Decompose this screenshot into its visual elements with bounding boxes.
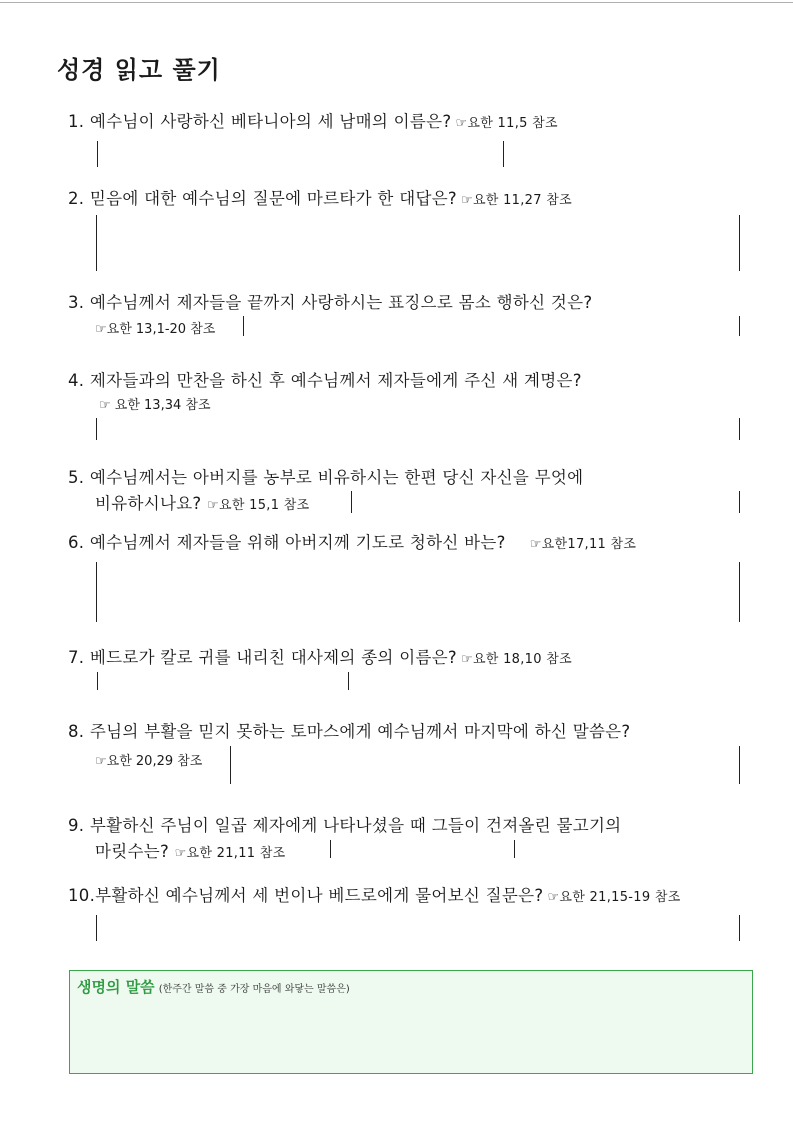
answer-field-8[interactable] — [230, 746, 740, 784]
question-6 — [68, 529, 636, 553]
reference: ☞요한 18,10 참조 — [461, 652, 572, 667]
question-text: 10.부활하신 예수님께서 세 번이나 베드로에게 물어보신 질문은? — [68, 886, 544, 905]
question-3 — [68, 289, 592, 313]
answer-field-2[interactable] — [96, 215, 740, 271]
answer-field-3[interactable] — [243, 316, 740, 336]
question-text: 4. 제자들과의 만찬을 하신 후 예수님께서 제자들에게 주신 새 계명은? — [68, 371, 582, 390]
answer-field-6[interactable] — [96, 562, 740, 622]
question-4 — [68, 367, 582, 391]
question-text: 5. 예수님께서는 아버지를 농부로 비유하시는 한편 당신 자신을 무엇에 — [68, 468, 584, 487]
answer-field-1[interactable] — [97, 141, 504, 167]
question-text: 2. 믿음에 대한 예수님의 질문에 마르타가 한 대답은? — [68, 189, 457, 208]
answer-field-9[interactable] — [330, 840, 515, 858]
answer-field-4[interactable] — [96, 418, 740, 440]
question-2 — [68, 185, 572, 209]
question-9 — [68, 812, 621, 836]
question-8 — [68, 718, 630, 742]
question-text: 6. 예수님께서 제자들을 위해 아버지께 기도로 청하신 바는? — [68, 533, 506, 552]
word-of-life-subtitle: (한주간 말씀 중 가장 마음에 와닿는 말씀은) — [158, 984, 350, 995]
question-7 — [68, 644, 572, 668]
question-text-cont: 비유하시나요? — [95, 494, 202, 513]
reference: ☞요한 21,15-19 참조 — [547, 890, 681, 905]
word-of-life-title: 생명의 말씀 — [77, 978, 155, 996]
reference: ☞요한17,11 참조 — [529, 537, 637, 552]
reference: ☞요한 20,29 참조 — [95, 754, 203, 769]
page-title: 성경 읽고 풀기 — [57, 56, 221, 84]
question-5 — [68, 464, 583, 488]
question-text: 3. 예수님께서 제자들을 끝까지 사랑하시는 표징으로 몸소 행하신 것은? — [68, 293, 593, 312]
question-text: 1. 예수님이 사랑하신 베타니아의 세 남매의 이름은? — [68, 112, 452, 131]
question-text-cont: 마릿수는? — [95, 842, 170, 861]
reference: ☞요한 11,27 참조 — [461, 193, 572, 208]
reference: ☞요한 15,1 참조 — [207, 498, 310, 513]
reference: ☞요한 21,11 참조 — [174, 846, 286, 861]
answer-field-10[interactable] — [96, 915, 740, 941]
reference: ☞요한 11,5 참조 — [455, 116, 558, 131]
question-text: 7. 베드로가 칼로 귀를 내리친 대사제의 종의 이름은? — [68, 648, 457, 667]
question-10 — [68, 882, 681, 906]
question-9-line2 — [95, 838, 286, 862]
answer-field-5[interactable] — [351, 491, 740, 513]
word-of-life-heading — [77, 976, 350, 997]
question-text: 9. 부활하신 주님이 일곱 제자에게 나타나셨을 때 그들이 건져올린 물고기의 — [68, 816, 622, 835]
reference: ☞요한 13,1-20 참조 — [95, 322, 216, 337]
question-text: 8. 주님의 부활을 믿지 못하는 토마스에게 예수님께서 마지막에 하신 말씀은? — [68, 722, 631, 741]
answer-field-7[interactable] — [97, 672, 349, 690]
page-top-border — [0, 2, 793, 3]
question-1 — [68, 108, 558, 132]
word-of-life-box[interactable] — [69, 970, 753, 1074]
question-5-line2 — [95, 490, 309, 514]
reference: ☞ 요한 13,34 참조 — [99, 398, 211, 413]
